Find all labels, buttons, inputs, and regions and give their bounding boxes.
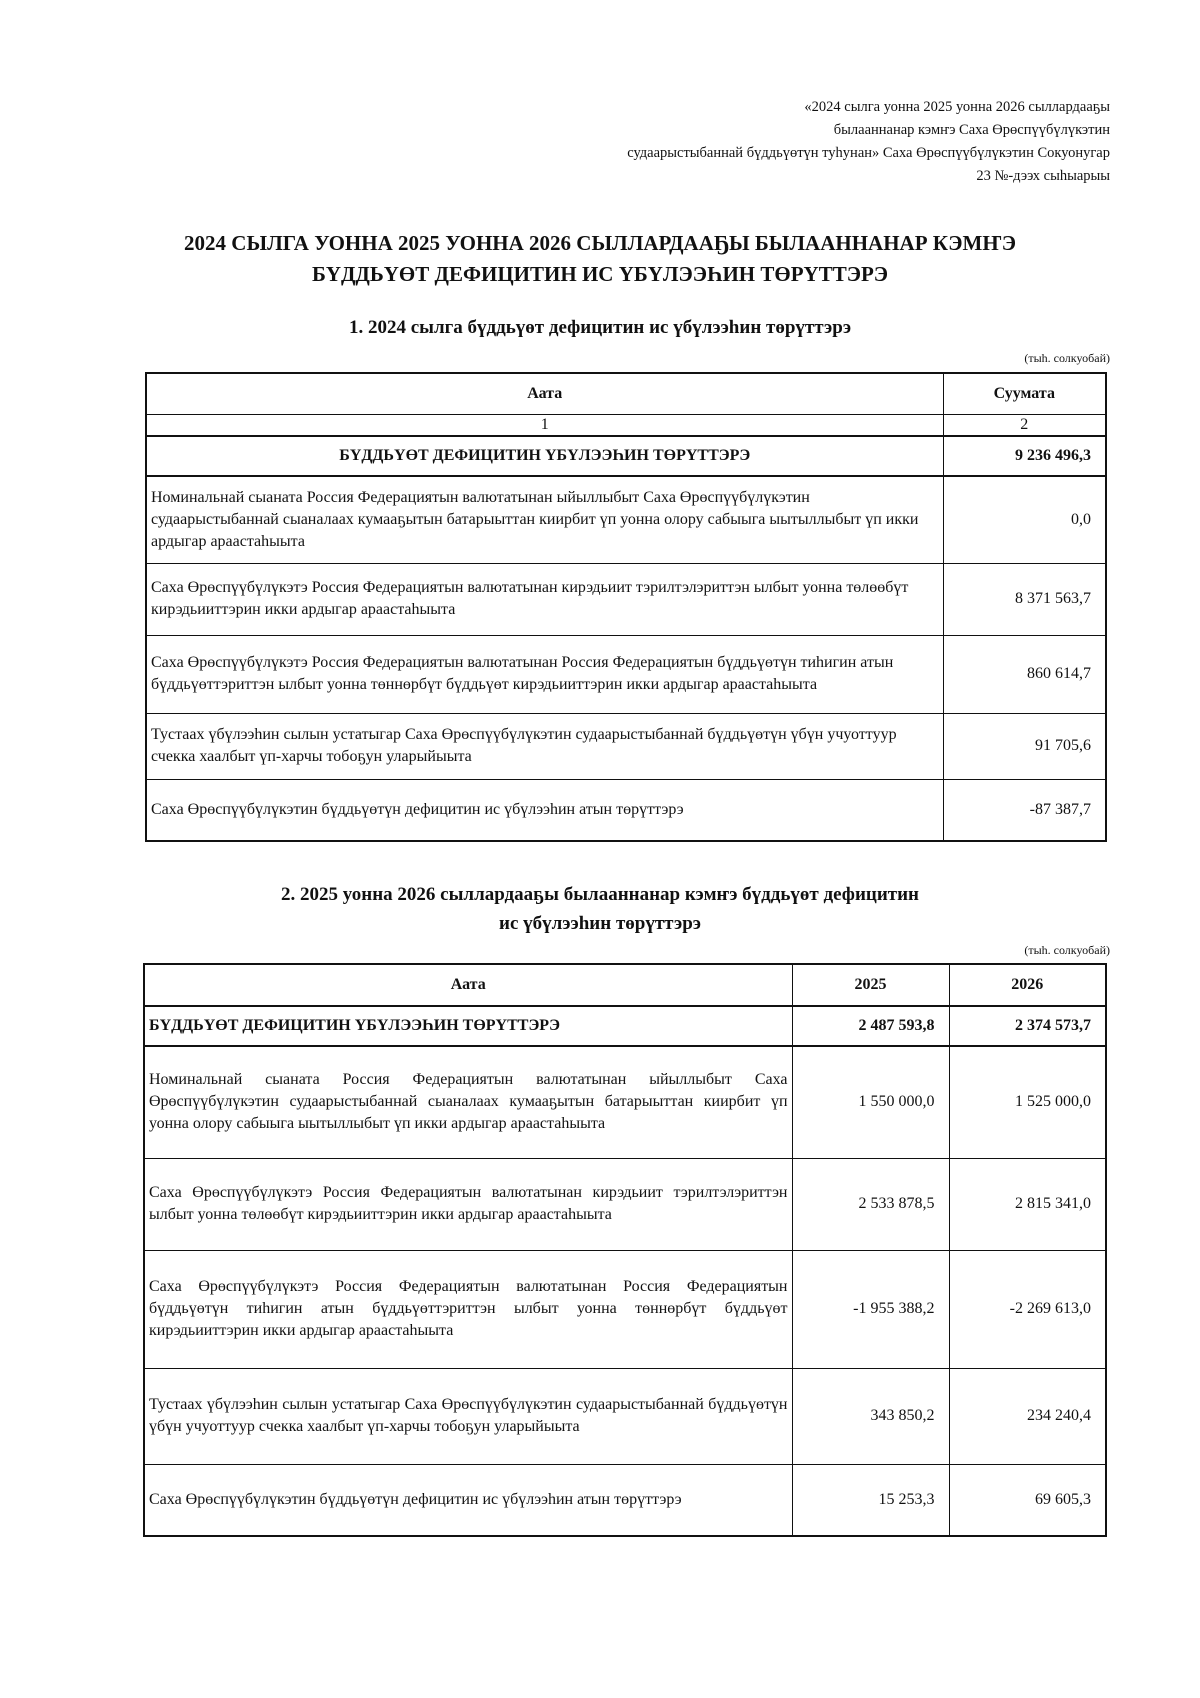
section2-title-line: 2. 2025 уонна 2026 сыллардааҕы былааннанар кэмҥэ бүддьүөт дефицитин (280, 884, 920, 905)
table-row (146, 563, 1106, 635)
row-value-2026: 69 605,3 (949, 1464, 1106, 1536)
row-value-2026: -2 269 613,0 (949, 1250, 1106, 1368)
row-value-2026: 1 525 000,0 (949, 1046, 1106, 1158)
header-note-line: былааннанар кэмҥэ Саха Өрөспүүбүлүкэтин (833, 122, 1110, 138)
section2-unit-note: (тыһ. солкуобай) (1024, 943, 1110, 957)
column-header: 2025 (792, 964, 949, 1006)
row-label: Саха Өрөспүүбүлүкэтэ Россия Федерациятын валютатынан кирэдьиит тэрилтэлэриттэн ылбыт уонна төлөөбүт кирэдьииттэрин икки ардыгар араастаһыыта (144, 1158, 792, 1250)
header-note-line: судаарыстыбаннай бүддьүөтүн туһунан» Саха Өрөспүүбүлүкэтин Сокуонугар (627, 145, 1110, 161)
header-note-line: 23 №-дээх сыһыарыы (976, 168, 1110, 184)
table-row (146, 476, 1106, 563)
row-value-2025: 2 533 878,5 (792, 1158, 949, 1250)
table-row (144, 1464, 1106, 1536)
table-header-row (146, 373, 1106, 415)
table-row (144, 1046, 1106, 1158)
row-label: Номинальнай сыаната Россия Федерациятын валютатынан ыйыллыбыт Саха Өрөспүүбүлүкэтин судаарыстыбаннай сыаналаах кумааҕытын батарыыттан киирбит үп уонна олору сабыыга ыытыллыбыт үп икки ардыгар араастаһыыта (146, 476, 943, 563)
table-row (144, 1368, 1106, 1464)
column-header: Суумата (943, 373, 1106, 415)
section1-title: 1. 2024 сылга бүддьүөт дефицитин ис үбүлээһин төрүттэрэ (348, 317, 852, 338)
table-total-row (146, 436, 1106, 476)
row-label: Саха Өрөспүүбүлүкэтин бүддьүөтүн дефицитин ис үбүлээһин атын төрүттэрэ (144, 1464, 792, 1536)
table-row (144, 1158, 1106, 1250)
row-label: Номинальнай сыаната Россия Федерациятын валютатынан ыйыллыбыт Саха Өрөспүүбүлүкэтин судаарыстыбаннай сыаналаах кумааҕытын батарыыттан киирбит үп уонна олору сабыыга ыытыллыбыт үп икки ардыгар араастаһыыта (144, 1046, 792, 1158)
row-label: Тустаах үбүлээһин сылын устатыгар Саха Өрөспүүбүлүкэтин судаарыстыбаннай бүддьүөтүн үбүн учуоттуур счекка хаалбыт үп-харчы тобоҕун уларыйыыта (144, 1368, 792, 1464)
total-label: БҮДДЬҮӨТ ДЕФИЦИТИН ҮБҮЛЭЭҺИН ТӨРҮТТЭРЭ (144, 1006, 792, 1046)
header-note (627, 96, 1110, 188)
section1-unit-note: (тыһ. солкуобай) (1024, 351, 1110, 365)
total-value: 9 236 496,3 (943, 436, 1106, 476)
section1-table (145, 372, 1107, 842)
section2-table (143, 963, 1107, 1537)
row-value: 8 371 563,7 (943, 563, 1106, 635)
row-value-2025: 1 550 000,0 (792, 1046, 949, 1158)
table-row (146, 779, 1106, 841)
section2-title-line: ис үбүлээһин төрүттэрэ (499, 913, 701, 934)
row-value-2026: 234 240,4 (949, 1368, 1106, 1464)
row-value-2025: 15 253,3 (792, 1464, 949, 1536)
table-total-row (144, 1006, 1106, 1046)
header-note-line: «2024 сылга уонна 2025 уонна 2026 сыллардааҕы (804, 99, 1110, 115)
total-value-2025: 2 487 593,8 (792, 1006, 949, 1046)
row-value: -87 387,7 (943, 779, 1106, 841)
table-row (146, 635, 1106, 713)
page-title-line: 2024 СЫЛГА УОННА 2025 УОННА 2026 СЫЛЛАРДААҔЫ БЫЛААННАНАР КЭМҤЭ (184, 231, 1016, 255)
column-header: 2026 (949, 964, 1106, 1006)
page-title (120, 228, 1080, 290)
table-index-row (146, 415, 1106, 437)
column-index: 2 (943, 415, 1106, 437)
column-index: 1 (146, 415, 943, 437)
total-label: БҮДДЬҮӨТ ДЕФИЦИТИН ҮБҮЛЭЭҺИН ТӨРҮТТЭРЭ (146, 436, 943, 476)
row-value-2025: -1 955 388,2 (792, 1250, 949, 1368)
row-value-2026: 2 815 341,0 (949, 1158, 1106, 1250)
section2-title (130, 880, 1070, 938)
row-value: 0,0 (943, 476, 1106, 563)
table-header-row (144, 964, 1106, 1006)
table-row (146, 713, 1106, 779)
page-title-line: БҮДДЬҮӨТ ДЕФИЦИТИН ИС ҮБҮЛЭЭҺИН ТӨРҮТТЭРЭ (311, 262, 889, 286)
row-value: 860 614,7 (943, 635, 1106, 713)
table-row (144, 1250, 1106, 1368)
column-header: Аата (144, 964, 792, 1006)
row-label: Тустаах үбүлээһин сылын устатыгар Саха Өрөспүүбүлүкэтин судаарыстыбаннай бүддьүөтүн үбүн учуоттуур счекка хаалбыт үп-харчы тобоҕун уларыйыыта (146, 713, 943, 779)
total-value-2026: 2 374 573,7 (949, 1006, 1106, 1046)
row-label: Саха Өрөспүүбүлүкэтэ Россия Федерациятын валютатынан Россия Федерациятын бүддьүөтүн тиһигин атын бүддьүөттэриттэн ылбыт уонна төннөрбүт бүддьүөт кирэдьииттэрин икки ардыгар араастаһыыта (146, 635, 943, 713)
row-label: Саха Өрөспүүбүлүкэтэ Россия Федерациятын валютатынан Россия Федерациятын бүддьүөтүн тиһигин атын бүддьүөттэриттэн ылбыт уонна төннөрбүт бүддьүөт кирэдьииттэрин икки ардыгар араастаһыыта (144, 1250, 792, 1368)
column-header: Аата (146, 373, 943, 415)
row-value: 91 705,6 (943, 713, 1106, 779)
row-label: Саха Өрөспүүбүлүкэтин бүддьүөтүн дефицитин ис үбүлээһин атын төрүттэрэ (146, 779, 943, 841)
row-value-2025: 343 850,2 (792, 1368, 949, 1464)
row-label: Саха Өрөспүүбүлүкэтэ Россия Федерациятын валютатынан кирэдьиит тэрилтэлэриттэн ылбыт уонна төлөөбүт кирэдьииттэрин икки ардыгар араастаһыыта (146, 563, 943, 635)
